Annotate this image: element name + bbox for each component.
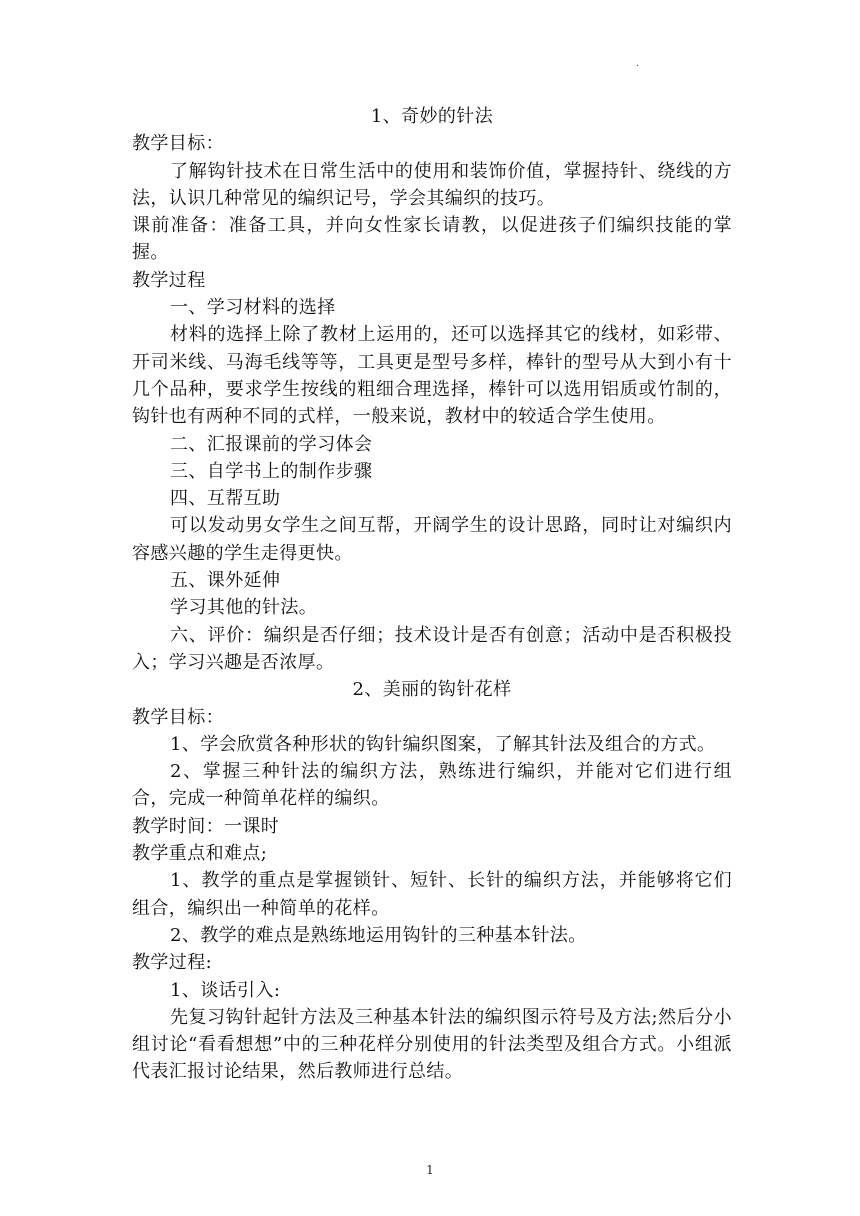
paragraph: 课前准备：准备工具，并向女性家长请教，以促进孩子们编织技能的掌握。 (132, 215, 732, 264)
paragraph: 1、谈话引入: (170, 979, 281, 1001)
paragraph: 六、评价：编织是否仔细；技术设计是否有创意；活动中是否积极投入；学习兴趣是否浓厚。 (132, 624, 732, 673)
paragraph: 四、互帮互助 (170, 488, 281, 510)
paragraph: 1、教学的重点是掌握锁针、短针、长针的编织方法，并能够将它们组合，编织出一种简单的花样。 (132, 870, 732, 919)
paragraph: 一、学习材料的选择 (170, 297, 336, 319)
paragraph: 学习其他的针法。 (170, 597, 318, 619)
lesson-1-title: 1、奇妙的针法 (370, 106, 494, 127)
paragraph: 教学过程: (132, 952, 213, 974)
paragraph: 2、掌握三种针法的编织方法，熟练进行编织，并能对它们进行组合，完成一种简单花样的编织。 (132, 761, 732, 810)
paragraph: 先复习钩针起针方法及三种基本针法的编织图示符号及方法;然后分小组讨论“看看想想”中的三种花样分别使用的针法类型及组合方式。小组派代表汇报讨论结果，然后教师进行总结。 (132, 1006, 732, 1083)
paragraph: 了解钩针技术在日常生活中的使用和装饰价值，掌握持针、绕线的方法，认识几种常见的编织记号，学会其编织的技巧。 (132, 160, 732, 209)
paragraph: 教学时间：一课时 (132, 815, 280, 837)
lesson-2-title: 2、美丽的钩针花样 (352, 679, 512, 701)
paragraph: 材料的选择上除了教材上运用的，还可以选择其它的线材，如彩带、开司米线、马海毛线等等，工具更是型号多样，棒针的型号从大到小有十几个品种，要求学生按线的粗细合理选择，棒针可以选用铝质或竹制的，钩针也有两种不同的式样，一般来说，教材中的较适合学生使用。 (132, 324, 732, 428)
paragraph: 可以发动男女学生之间互帮，开阔学生的设计思路，同时让对编织内容感兴趣的学生走得更快。 (132, 515, 732, 564)
paragraph: 二、汇报课前的学习体会 (170, 433, 373, 455)
document-body (132, 103, 732, 1086)
paragraph: 教学目标： (132, 133, 224, 155)
paragraph: 教学目标： (132, 706, 224, 728)
paragraph: 教学重点和难点; (132, 843, 268, 865)
page-number: 1 (426, 1163, 434, 1177)
paragraph: 2、教学的难点是熟练地运用钩针的三种基本针法。 (170, 924, 587, 946)
paragraph: 1、学会欣赏各种形状的钩针编织图案，了解其针法及组合的方式。 (170, 733, 716, 755)
page-mark: . (636, 58, 640, 69)
paragraph: 教学过程 (132, 269, 206, 291)
paragraph: 三、自学书上的制作步骤 (170, 460, 373, 482)
paragraph: 五、课外延伸 (170, 570, 281, 592)
